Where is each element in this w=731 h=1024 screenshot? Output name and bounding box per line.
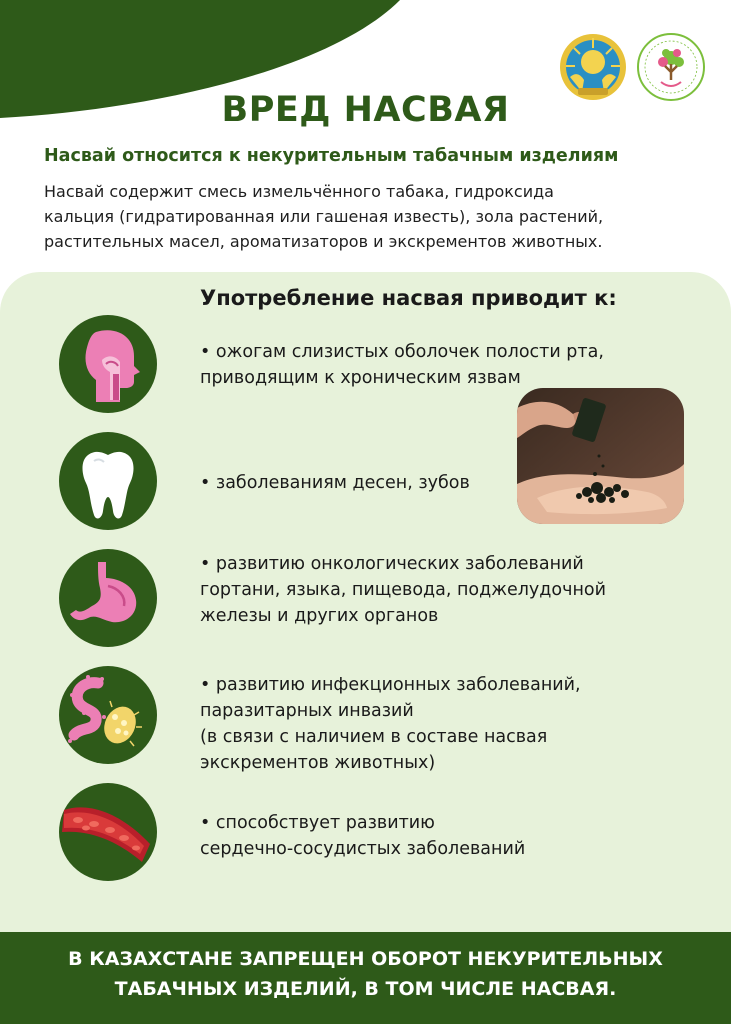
- footer-line: В КАЗАХСТАНЕ ЗАПРЕЩЕН ОБОРОТ НЕКУРИТЕЛЬНЫХ: [68, 948, 663, 970]
- page-title: ВРЕД НАСВАЯ: [221, 90, 510, 130]
- intro-paragraph: [44, 179, 704, 254]
- effect-line: сердечно-сосудистых заболеваний: [200, 839, 526, 859]
- effect-item-cancer: [200, 551, 670, 629]
- intro-line: растительных масел, ароматизаторов и экскрементов животных.: [44, 232, 603, 251]
- tooth-icon: [58, 431, 158, 531]
- effect-line: гортани, языка, пищевода, поджелудочной: [200, 580, 606, 600]
- nasvay-in-hand-photo: [517, 388, 684, 524]
- intro-line: кальция (гидратированная или гашеная известь), зола растений,: [44, 207, 604, 226]
- effect-line: • развитию инфекционных заболеваний,: [200, 675, 581, 695]
- stomach-icon: [58, 548, 158, 648]
- effect-item-mucosa-burns: [200, 339, 670, 391]
- footer-text: [0, 944, 731, 1004]
- effect-line: (в связи с наличием в составе насвая: [200, 727, 548, 747]
- subtitle: Насвай относится к некурительным табачным изделиям: [44, 146, 619, 166]
- effect-line: приводящим к хроническим язвам: [200, 368, 521, 388]
- bacteria-icon: [58, 665, 158, 765]
- intro-line: Насвай содержит смесь измельчённого табака, гидроксида: [44, 182, 554, 201]
- effect-line: • способствует развитию: [200, 813, 435, 833]
- effect-item-cardiovascular: [200, 810, 670, 862]
- effects-heading: Употребление насвая приводит к:: [200, 286, 617, 310]
- effect-item-infections: [200, 672, 670, 776]
- footer-line: ТАБАЧНЫХ ИЗДЕЛИЙ, В ТОМ ЧИСЛЕ НАСВАЯ.: [114, 978, 617, 1000]
- effect-line: • заболеваниям десен, зубов: [200, 473, 470, 493]
- effect-line: • развитию онкологических заболеваний: [200, 554, 584, 574]
- blood-vessel-icon: [58, 782, 158, 882]
- effect-line: • ожогам слизистых оболочек полости рта,: [200, 342, 604, 362]
- effect-line: железы и других органов: [200, 606, 439, 626]
- throat-icon: [58, 314, 158, 414]
- effect-line: экскрементов животных): [200, 753, 436, 773]
- effect-line: паразитарных инвазий: [200, 701, 414, 721]
